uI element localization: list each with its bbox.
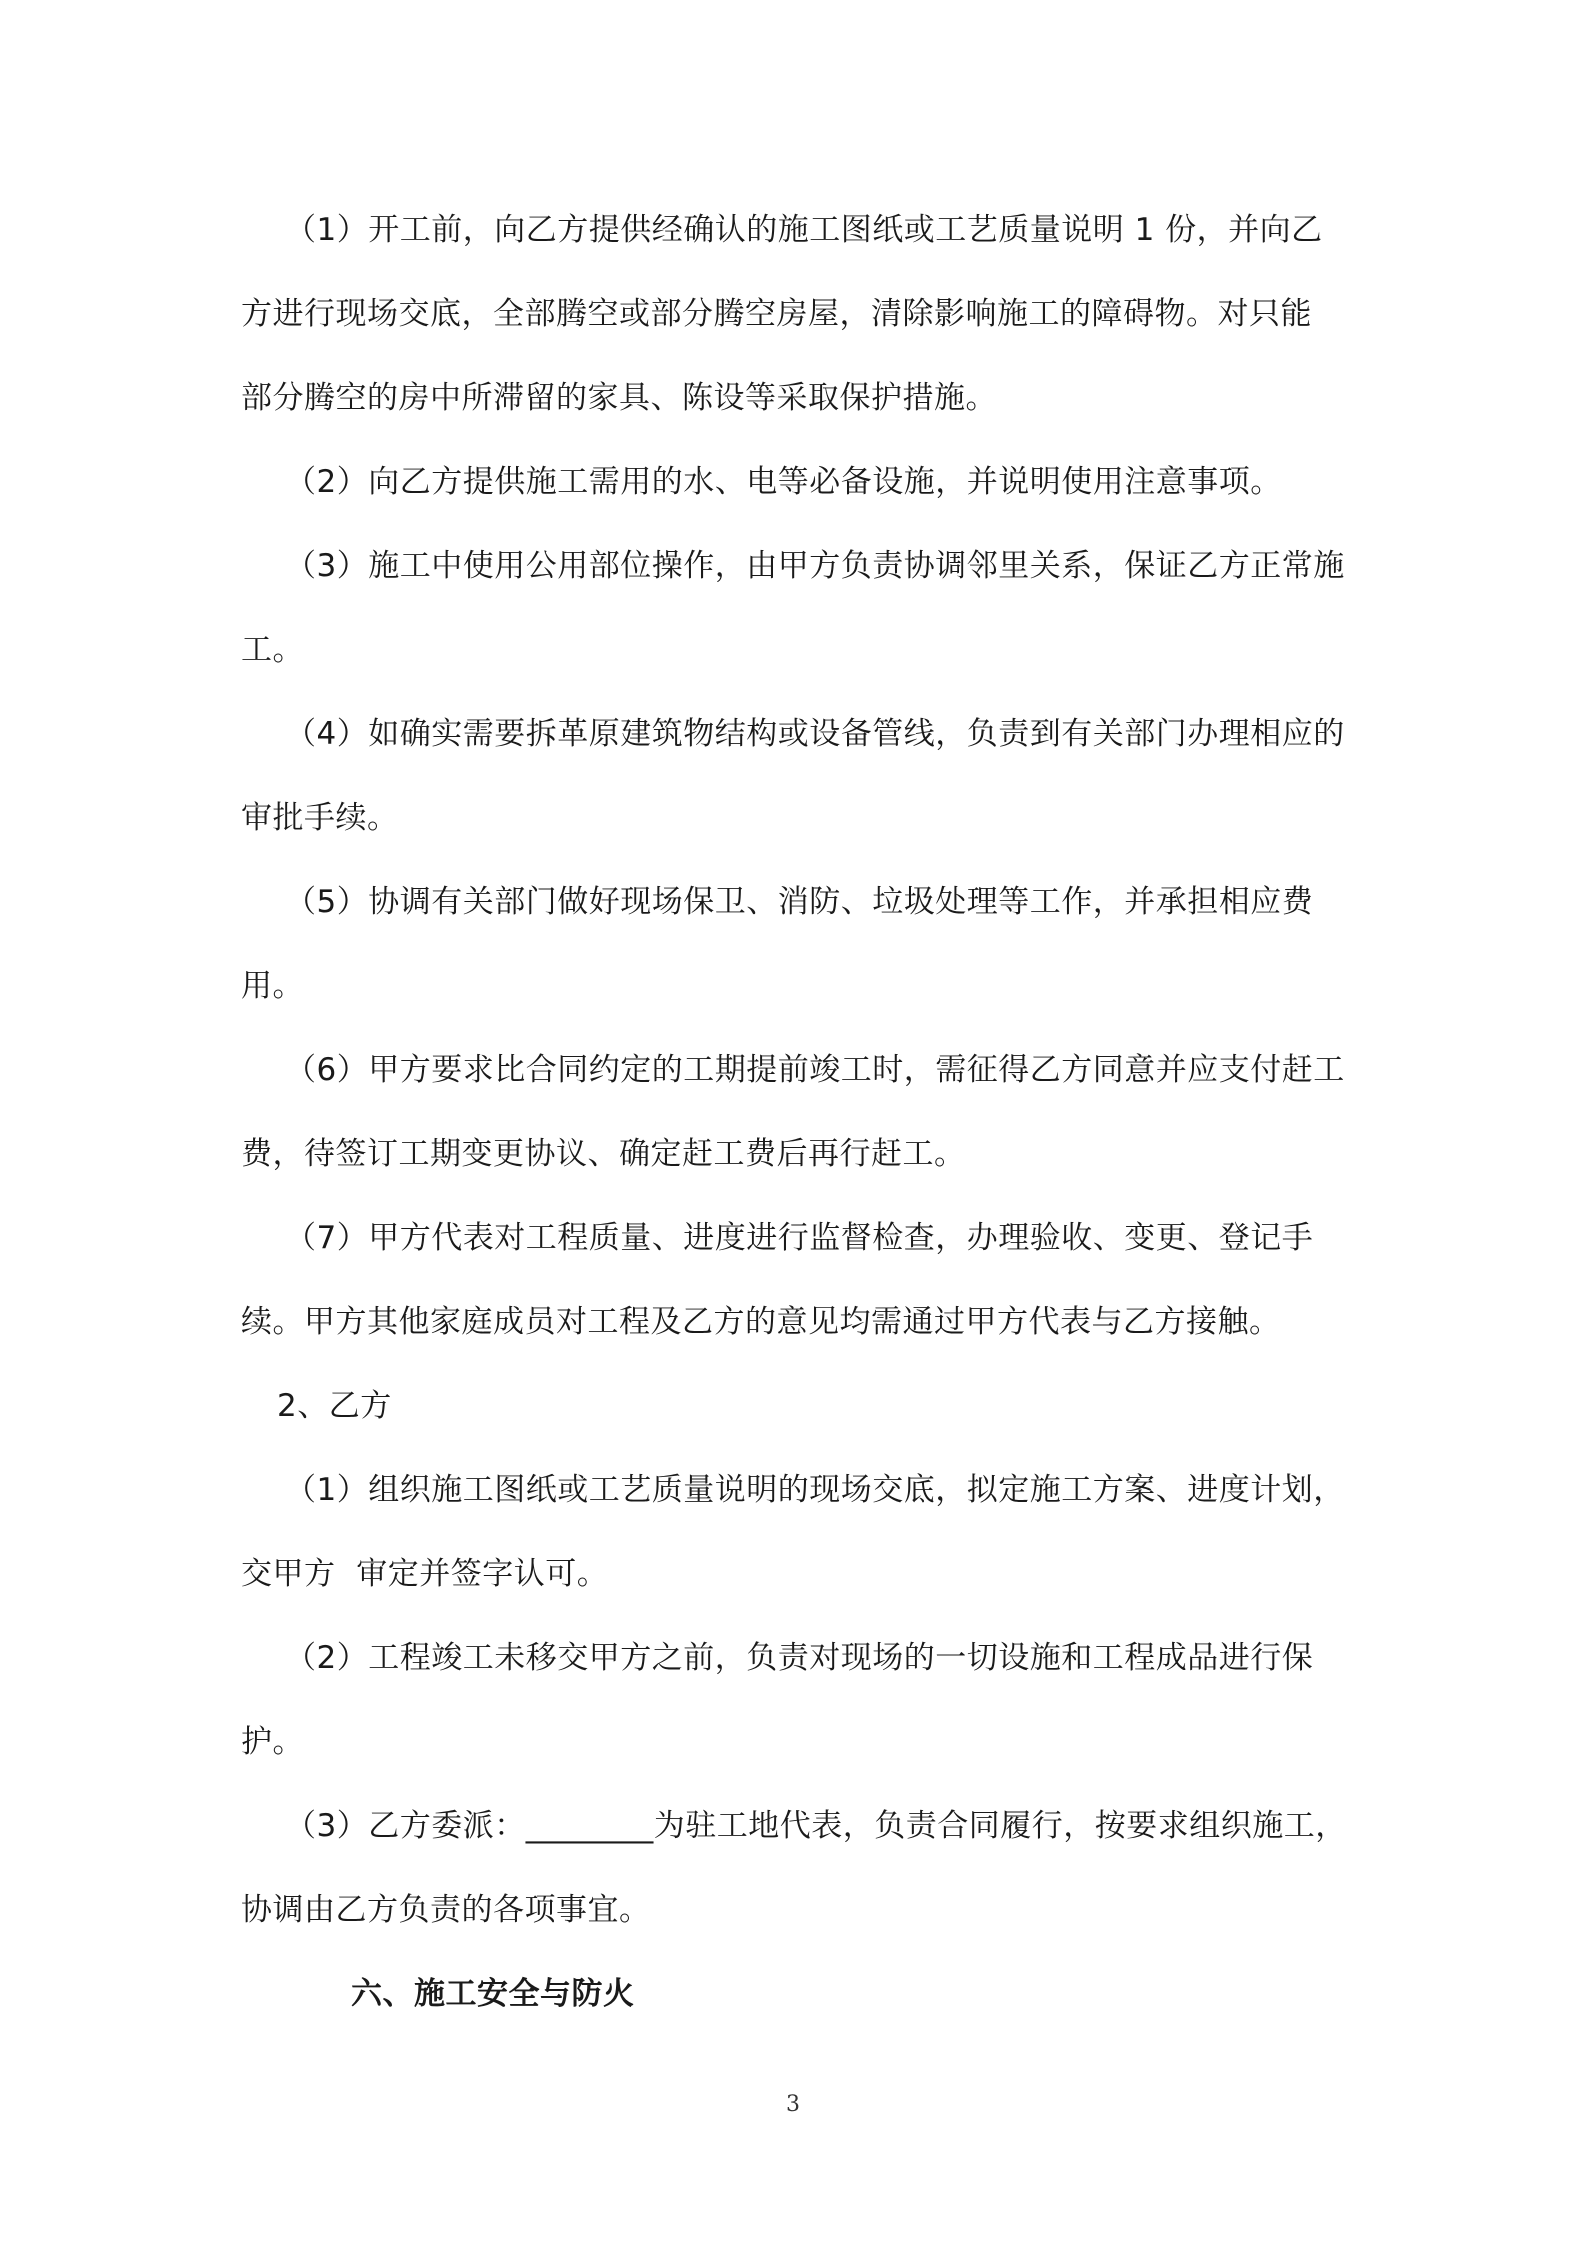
paragraph-line: （2）向乙方提供施工需用的水、电等必备设施，并说明使用注意事项。: [285, 464, 1282, 500]
paragraph-line: （3）施工中使用公用部位操作，由甲方负责协调邻里关系，保证乙方正常施: [285, 548, 1345, 584]
paragraph-line: （5）协调有关部门做好现场保卫、消防、垃圾处理等工作，并承担相应费: [285, 884, 1314, 920]
paragraph-line: 部分腾空的房中所滞留的家具、陈设等采取保护措施。: [241, 380, 997, 416]
section-subheading: 2、乙方: [277, 1388, 392, 1424]
paragraph-line: 工。: [241, 632, 304, 668]
paragraph-line: （6）甲方要求比合同约定的工期提前竣工时，需征得乙方同意并应支付赶工: [285, 1052, 1345, 1088]
paragraph-line: 费，待签订工期变更协议、确定赶工费后再行赶工。: [241, 1136, 966, 1172]
paragraph-line: （1）开工前，向乙方提供经确认的施工图纸或工艺质量说明 1 份，并向乙: [285, 212, 1323, 248]
paragraph-line: 协调由乙方负责的各项事宜。: [241, 1892, 651, 1928]
document-body: [241, 200, 1351, 2048]
paragraph-line: （2）工程竣工未移交甲方之前，负责对现场的一切设施和工程成品进行保: [285, 1640, 1314, 1676]
paragraph-line: 用。: [241, 968, 304, 1004]
paragraph-line: 护。: [241, 1724, 304, 1760]
paragraph-line: 交甲方 审定并签字认可。: [241, 1556, 609, 1592]
paragraph-line: （7）甲方代表对工程质量、进度进行监督检查，办理验收、变更、登记手: [285, 1220, 1314, 1256]
paragraph-line: （4）如确实需要拆革原建筑物结构或设备管线，负责到有关部门办理相应的: [285, 716, 1345, 752]
paragraph-line: 审批手续。: [241, 800, 399, 836]
paragraph-line: 方进行现场交底，全部腾空或部分腾空房屋，清除影响施工的障碍物。对只能: [241, 296, 1312, 332]
section-heading: 六、施工安全与防火: [351, 1976, 635, 2012]
paragraph-line: （3）乙方委派：________为驻工地代表，负责合同履行，按要求组织施工，: [285, 1808, 1347, 1844]
page-number: 3: [786, 2092, 800, 2117]
paragraph-line: （1）组织施工图纸或工艺质量说明的现场交底，拟定施工方案、进度计划，: [285, 1472, 1345, 1508]
paragraph-line: 续。甲方其他家庭成员对工程及乙方的意见均需通过甲方代表与乙方接触。: [241, 1304, 1281, 1340]
